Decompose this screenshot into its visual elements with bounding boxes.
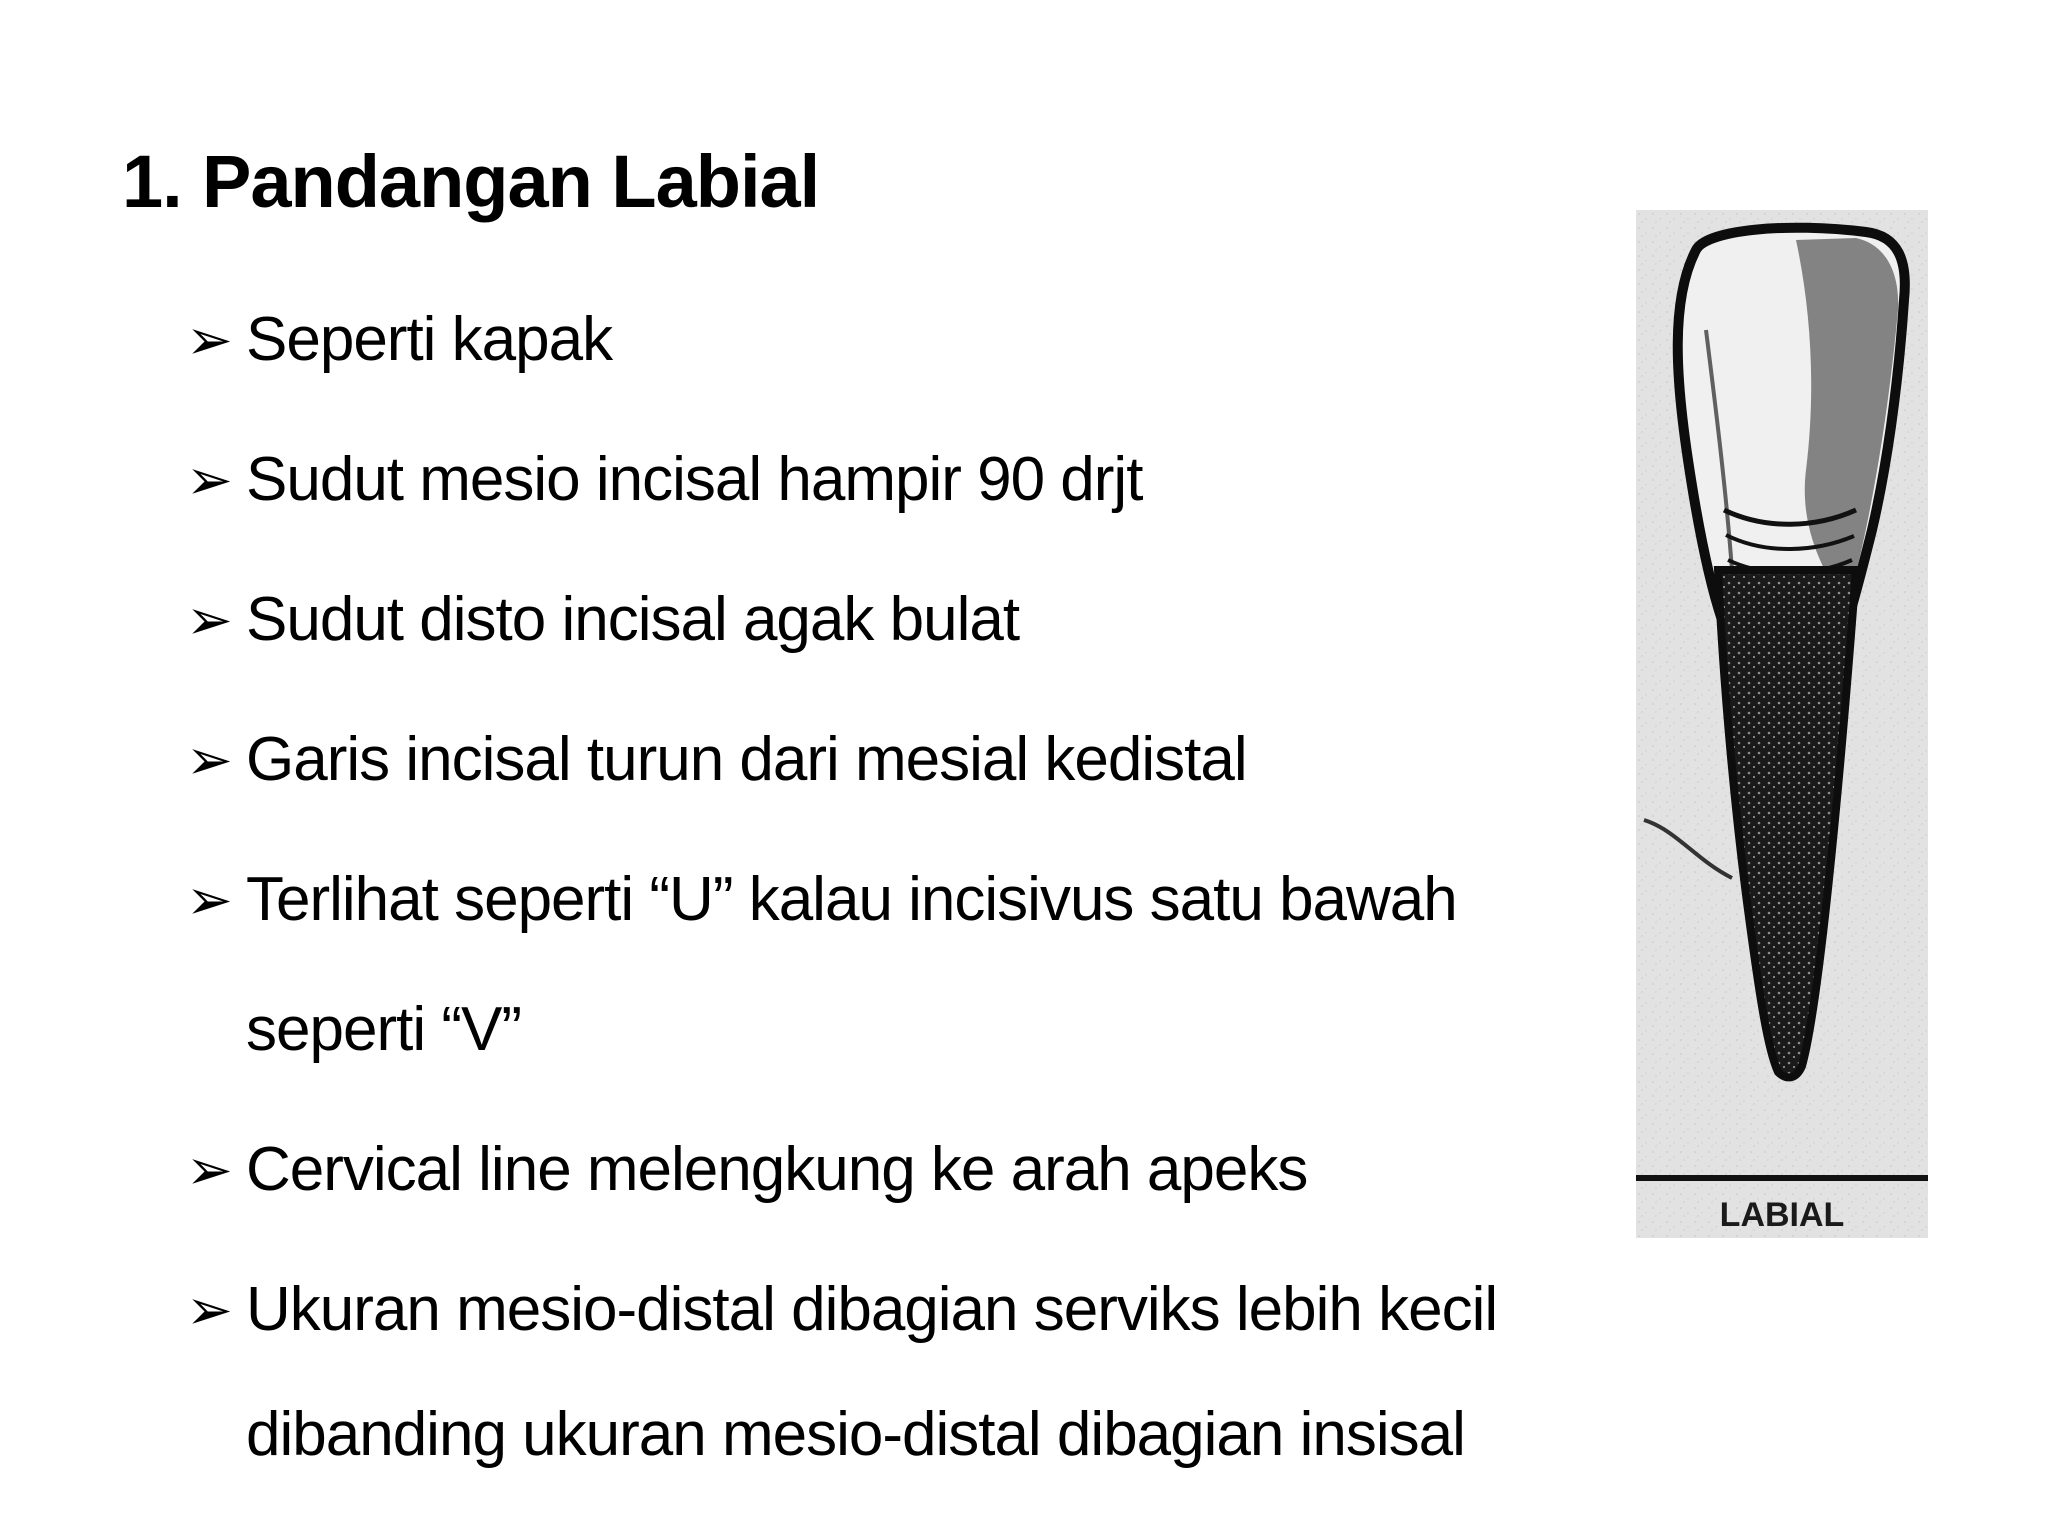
bullet-text: Sudut disto incisal agak bulat [246, 585, 1020, 654]
title-number: 1. [122, 140, 182, 223]
bullet-text: Sudut mesio incisal hampir 90 drjt [246, 445, 1143, 514]
arrow-bullet-icon: ➢ [186, 308, 232, 371]
bullet-text: Seperti kapak [246, 305, 613, 374]
bullet-text: Garis incisal turun dari mesial kedistal [246, 725, 1247, 794]
figure-caption: LABIAL [1719, 1196, 1845, 1234]
arrow-bullet-icon: ➢ [186, 868, 232, 931]
bullet-text: Ukuran mesio-distal dibagian serviks lebih kecil [246, 1275, 1498, 1344]
title-text: Pandangan Labial [202, 140, 820, 223]
arrow-bullet-icon: ➢ [186, 728, 232, 791]
tooth-drawing-icon [1636, 210, 1928, 1238]
bullet-text-continued: dibanding ukuran mesio-distal dibagian insisal [246, 1400, 1465, 1469]
arrow-bullet-icon: ➢ [186, 448, 232, 511]
tooth-figure [1636, 210, 1928, 1238]
bullet-text: Terlihat seperti “U” kalau incisivus satu bawah [246, 865, 1457, 934]
bullet-text: Cervical line melengkung ke arah apeks [246, 1135, 1308, 1204]
arrow-bullet-icon: ➢ [186, 1278, 232, 1341]
bullet-text-continued: seperti “V” [246, 995, 521, 1064]
slide-title [122, 138, 819, 227]
arrow-bullet-icon: ➢ [186, 588, 232, 651]
arrow-bullet-icon: ➢ [186, 1138, 232, 1201]
